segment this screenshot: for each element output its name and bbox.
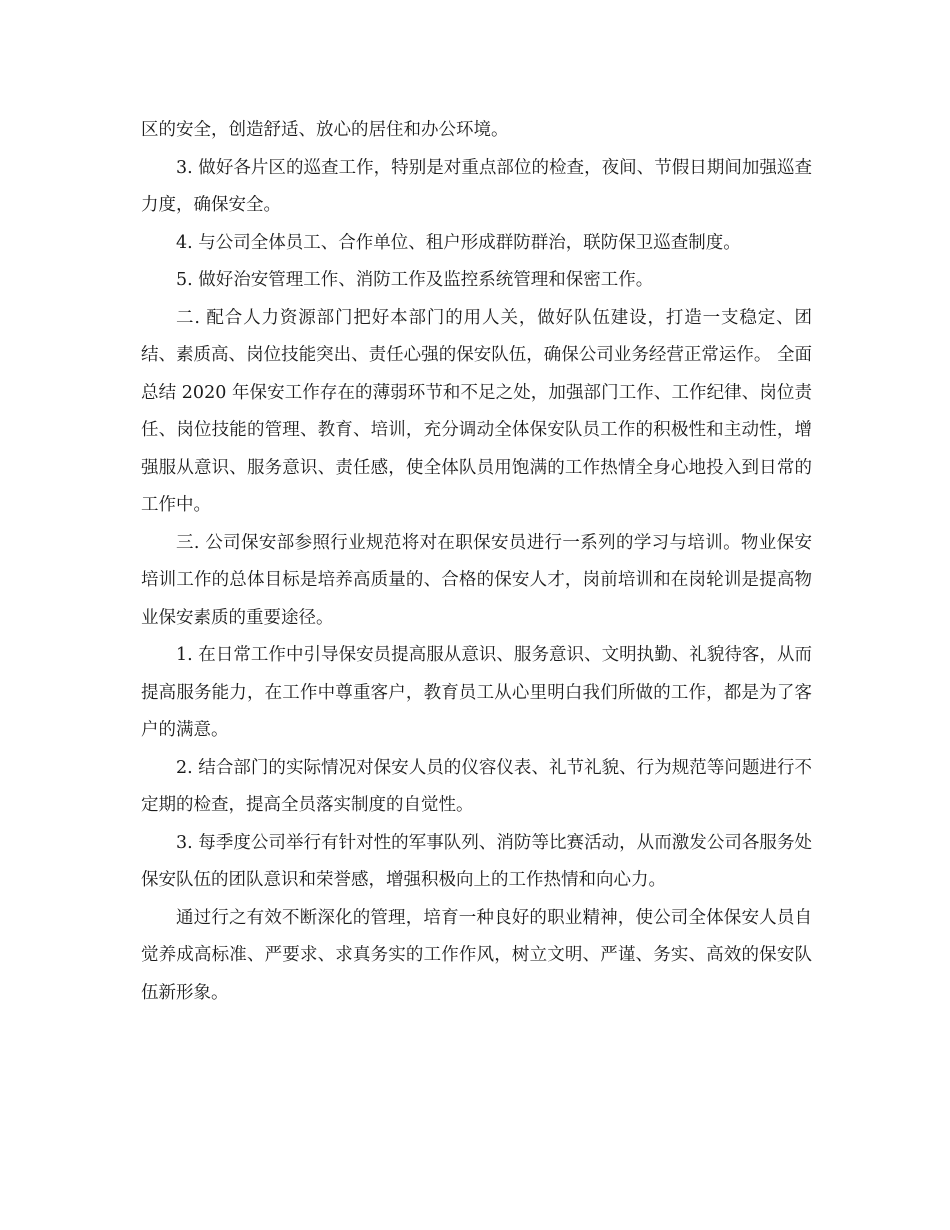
paragraph-training-item-2: 2. 结合部门的实际情况对保安人员的仪容仪表、礼节礼貌、行为规范等问题进行不定期的检查，提高全员落实制度的自觉性。	[141, 757, 812, 815]
paragraph-item-4-joint-defense: 4. 与公司全体员工、合作单位、租户形成群防群治，联防保卫巡查制度。	[176, 232, 741, 253]
paragraph-section-2-team-building: 二. 配合人力资源部门把好本部门的用人关，做好队伍建设，打造一支稳定、团结、素质高、岗位技能突出、责任心强的保安队伍，确保公司业务经营正常运作。 全面总结 2020 年保安工作存在的薄弱环节和不足之处，加强部门工作、工作纪律、岗位责任、岗位技能的管理、教育、培训，充分调动全体保安队员工作的积极性和主动性，增强服从意识、服务意识、责任感，使全体队员用饱满的工作热情全身心地投入到日常的工作中。	[141, 307, 812, 515]
paragraph-training-item-3: 3. 每季度公司举行有针对性的军事队列、消防等比赛活动，从而激发公司各服务处保安队伍的团队意识和荣誉感，增强积极向上的工作热情和向心力。	[141, 832, 812, 890]
paragraph-conclusion: 通过行之有效不断深化的管理，培育一种良好的职业精神，使公司全体保安人员自觉养成高标准、严要求、求真务实的工作作风，树立文明、严谨、务实、高效的保安队伍新形象。	[141, 907, 812, 1003]
paragraph-item-5-security-management: 5. 做好治安管理工作、消防工作及监控系统管理和保密工作。	[176, 270, 654, 290]
document-body	[141, 112, 812, 1012]
paragraph-continued: 区的安全，创造舒适、放心的居住和办公环境。	[141, 120, 509, 140]
paragraph-item-3-patrol: 3. 做好各片区的巡查工作，特别是对重点部位的检查，夜间、节假日期间加强巡查力度，确保安全。	[141, 157, 812, 215]
paragraph-training-item-1: 1. 在日常工作中引导保安员提高服从意识、服务意识、文明执勤、礼貌待客，从而提高服务能力，在工作中尊重客户，教育员工从心里明白我们所做的工作，都是为了客户的满意。	[141, 645, 812, 740]
paragraph-section-3-training: 三. 公司保安部参照行业规范将对在职保安员进行一系列的学习与培训。物业保安培训工作的总体目标是培养高质量的、合格的保安人才，岗前培训和在岗轮训是提高物业保安素质的重要途径。	[141, 532, 812, 628]
